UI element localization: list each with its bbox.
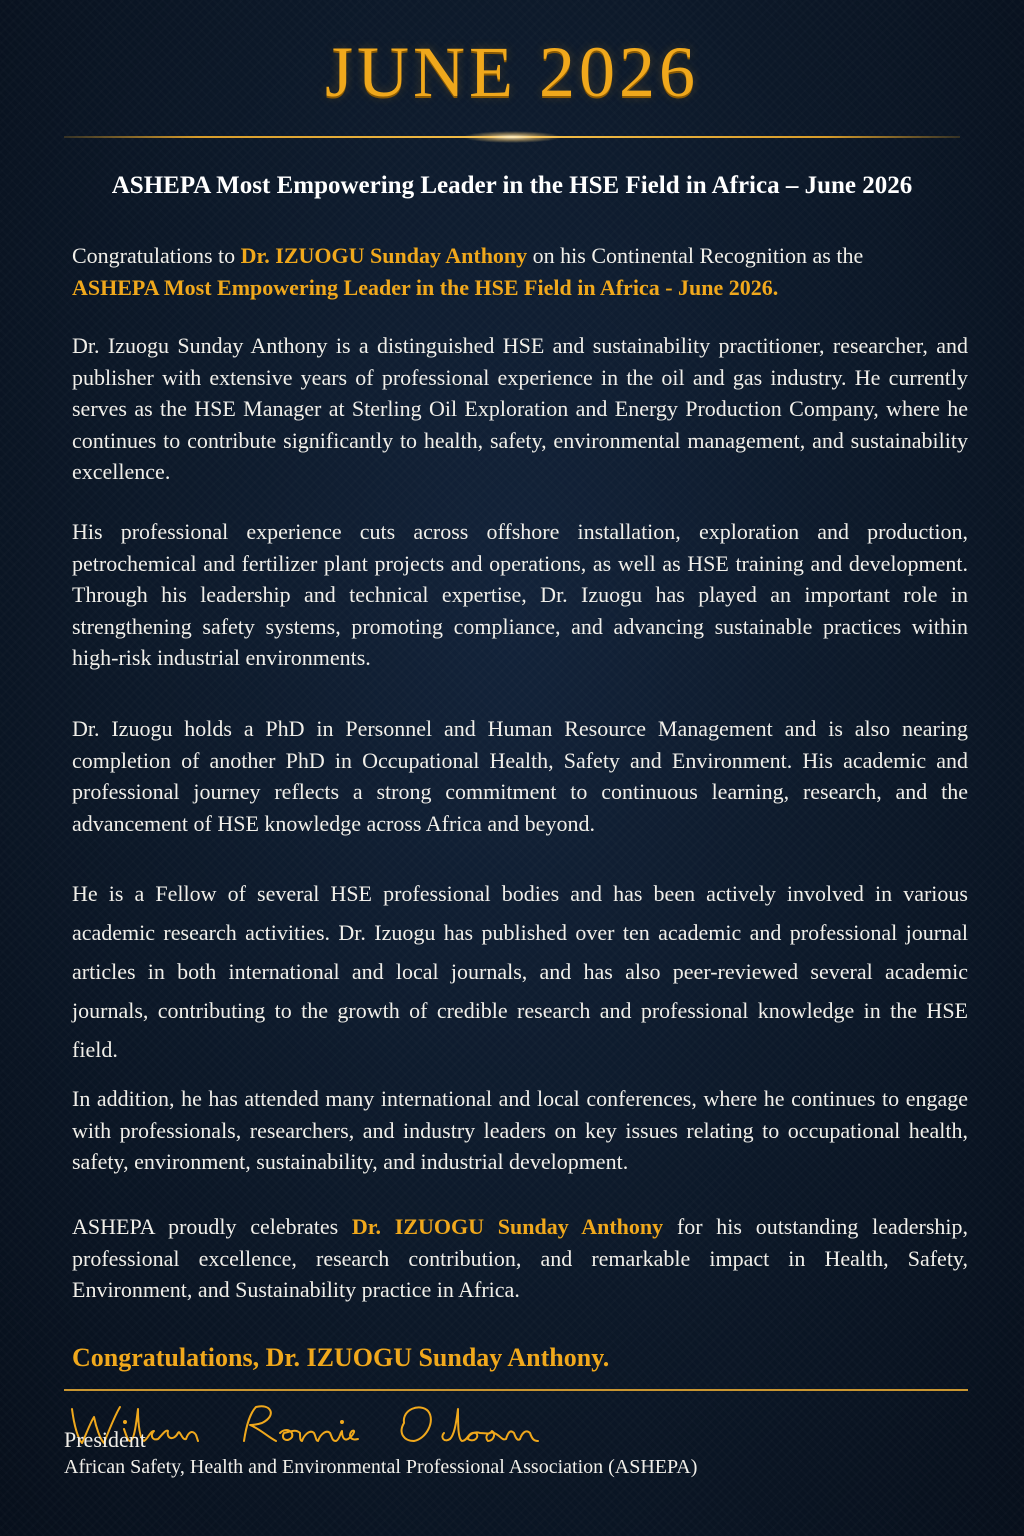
signatory-title: President bbox=[64, 1427, 146, 1452]
paragraph-conferences: In addition, he has attended many international and local conferences, where he continues to engage with professionals, researchers, and industry leaders on key issues relating to occupational health, safety, environment, sustainability, and industrial development. bbox=[72, 1086, 968, 1174]
closing-paragraph bbox=[72, 1211, 968, 1306]
signatory-organization: African Safety, Health and Environmental Professional Association (ASHEPA) bbox=[64, 1456, 698, 1478]
paragraph-education: Dr. Izuogu holds a PhD in Personnel and Human Resource Management and is also nearing completion of another PhD in Occupational Health, Safety and Environment. His academic and professional journey reflects a strong commitment to continuous learning, research, and the advancement of HSE knowledge across Africa and beyond. bbox=[72, 716, 968, 836]
closing-honoree-name: Dr. IZUOGU Sunday Anthony bbox=[351, 1214, 664, 1239]
intro-lead: Congratulations to bbox=[72, 243, 241, 268]
divider-glow bbox=[462, 131, 562, 143]
closing-rest: for his outstanding leadership, professional excellence, research contribution, and remarkable impact in Health, Safety, Environment, and Sustainability practice in Africa. bbox=[72, 1214, 968, 1302]
handwritten-signature bbox=[64, 1395, 764, 1455]
page-title: JUNE 2026 bbox=[325, 32, 699, 112]
paragraph-research: He is a Fellow of several HSE professional bodies and has been actively involved in various academic research activities. Dr. Izuogu has published over ten academic and professional journal articles in both international and local journals, and has also peer-reviewed several academic journals, contributing to the growth of credible research and professional knowledge in the HSE field. bbox=[72, 881, 968, 1062]
award-name: ASHEPA Most Empowering Leader in the HSE Field in Africa - June 2026. bbox=[72, 274, 779, 300]
bottom-divider bbox=[64, 1389, 968, 1391]
award-subtitle: ASHEPA Most Empowering Leader in the HSE Field in Africa – June 2026 bbox=[111, 172, 913, 199]
intro-mid: on his Continental Recognition as the bbox=[527, 243, 864, 268]
intro-paragraph bbox=[72, 240, 968, 303]
paragraph-experience: His professional experience cuts across offshore installation, exploration and production, petrochemical and fertilizer plant projects and operations, as well as HSE training and development. Through his leadership and technical expertise, Dr. Izuogu has played an important role in strengthening safety systems, promoting compliance, and advancing sustainable practices within high-risk industrial environments. bbox=[72, 519, 968, 670]
closing-lead: ASHEPA proudly celebrates bbox=[72, 1214, 352, 1239]
honoree-name: Dr. IZUOGU Sunday Anthony bbox=[240, 243, 528, 268]
paragraph-bio: Dr. Izuogu Sunday Anthony is a distinguished HSE and sustainability practitioner, researcher, and publisher with extensive years of professional experience in the oil and gas industry. He currently serves as the HSE Manager at Sterling Oil Exploration and Energy Production Company, where he continues to contribute significantly to health, safety, environmental management, and sustainability excellence. bbox=[72, 333, 968, 484]
congratulations-line: Congratulations, Dr. IZUOGU Sunday Anthony. bbox=[72, 1343, 610, 1372]
